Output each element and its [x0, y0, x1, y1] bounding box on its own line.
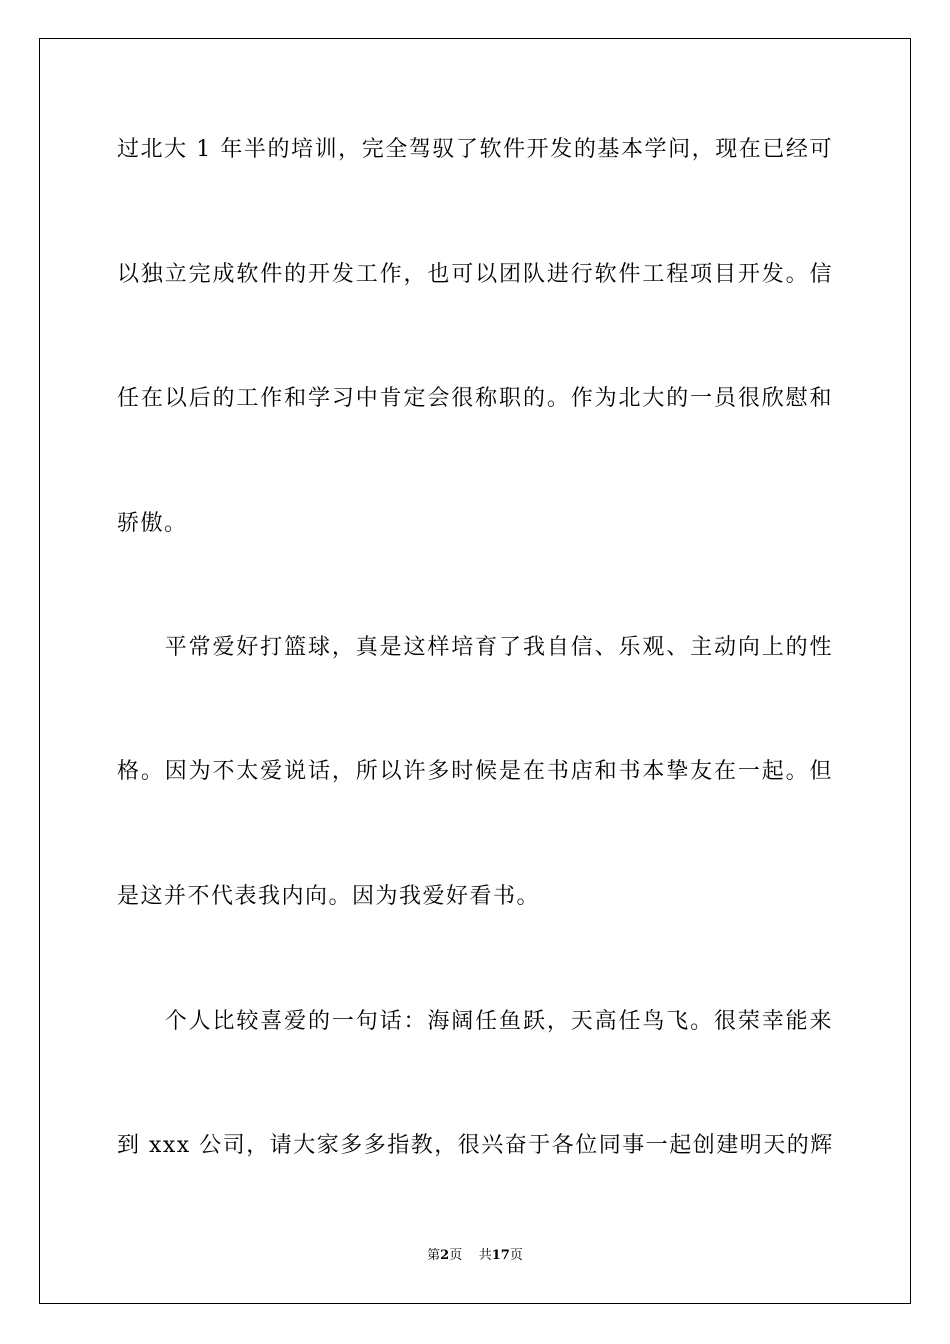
footer-page-suffix: 页 [449, 1248, 463, 1263]
footer-total-prefix: 共 [478, 1248, 492, 1263]
text-line-8: 个人比较喜爱的一句话：海阔任鱼跃，天高任鸟飞。很荣幸能来 [117, 1009, 833, 1034]
page-frame [39, 38, 911, 1304]
footer-total-pages: 17 [491, 1248, 510, 1263]
footer-page-prefix: 第 [427, 1248, 441, 1263]
text-line-4: 骄傲。 [117, 511, 188, 536]
text-line-1: 过北大 1 年半的培训，完全驾驭了软件开发的基本学问，现在已经可 [117, 137, 833, 162]
text-line-5: 平常爱好打篮球，真是这样培育了我自信、乐观、主动向上的性 [117, 635, 833, 660]
footer-page-number: 2 [440, 1248, 450, 1263]
text-line-6: 格。因为不太爱说话，所以许多时候是在书店和书本挚友在一起。但 [117, 759, 833, 784]
text-line-3: 任在以后的工作和学习中肯定会很称职的。作为北大的一员很欣慰和 [117, 386, 833, 411]
page-footer [0, 1247, 950, 1265]
text-line-2: 以独立完成软件的开发工作，也可以团队进行软件工程项目开发。信 [117, 262, 833, 287]
text-line-9: 到 xxx 公司，请大家多多指教，很兴奋于各位同事一起创建明天的辉 [117, 1133, 834, 1158]
footer-total-suffix: 页 [509, 1248, 523, 1263]
text-line-7: 是这并不代表我内向。因为我爱好看书。 [117, 884, 541, 909]
